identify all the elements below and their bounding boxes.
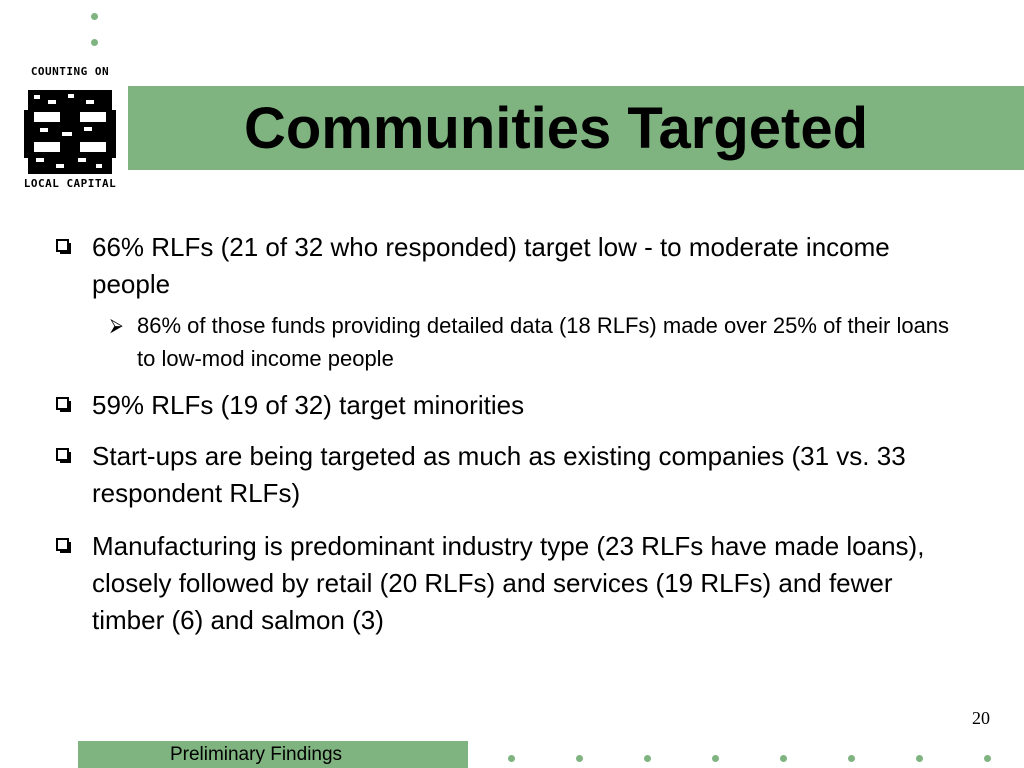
sub-bullet-text: 86% of those funds providing detailed data (18 RLFs) made over 25% of their loans to low-mod income people <box>137 313 950 371</box>
decorative-dot <box>91 39 98 46</box>
bullet-item <box>56 438 956 512</box>
logo-emblem-icon <box>20 82 120 182</box>
arrow-bullet-icon: ⮚ <box>110 315 123 335</box>
bullet-text: 66% RLFs (21 of 32 who responded) target low - to moderate income people <box>92 232 890 299</box>
decorative-dot <box>576 755 583 762</box>
logo-top-text: COUNTING ON <box>30 65 110 78</box>
sub-bullet-item <box>56 309 956 375</box>
bullet-text: Manufacturing is predominant industry type (23 RLFs have made loans), closely followed by retail (20 RLFs) and services (19 RLFs) and fewer timber (6) and salmon (3) <box>92 531 925 635</box>
decorative-dot <box>712 755 719 762</box>
bullet-item <box>56 387 956 424</box>
decorative-dot <box>916 755 923 762</box>
slide-content <box>56 229 956 639</box>
decorative-dot <box>984 755 991 762</box>
footer-text: Preliminary Findings <box>169 743 343 765</box>
bullet-text: Start-ups are being targeted as much as existing companies (31 vs. 33 respondent RLFs) <box>92 441 906 508</box>
decorative-dot <box>644 755 651 762</box>
checkbox-bullet-icon <box>56 397 69 410</box>
checkbox-bullet-icon <box>56 239 69 252</box>
logo <box>20 60 120 190</box>
slide-title: Communities Targeted <box>243 95 869 161</box>
checkbox-bullet-icon <box>56 538 69 551</box>
checkbox-bullet-icon <box>56 448 69 461</box>
decorative-dot <box>848 755 855 762</box>
bullet-item <box>56 528 956 639</box>
bullet-item <box>56 229 956 303</box>
decorative-dot <box>91 13 98 20</box>
logo-bottom-text: LOCAL CAPITAL <box>23 177 117 190</box>
bullet-text: 59% RLFs (19 of 32) target minorities <box>92 390 525 420</box>
decorative-dot <box>508 755 515 762</box>
decorative-dot <box>780 755 787 762</box>
page-number: 20 <box>972 708 990 728</box>
